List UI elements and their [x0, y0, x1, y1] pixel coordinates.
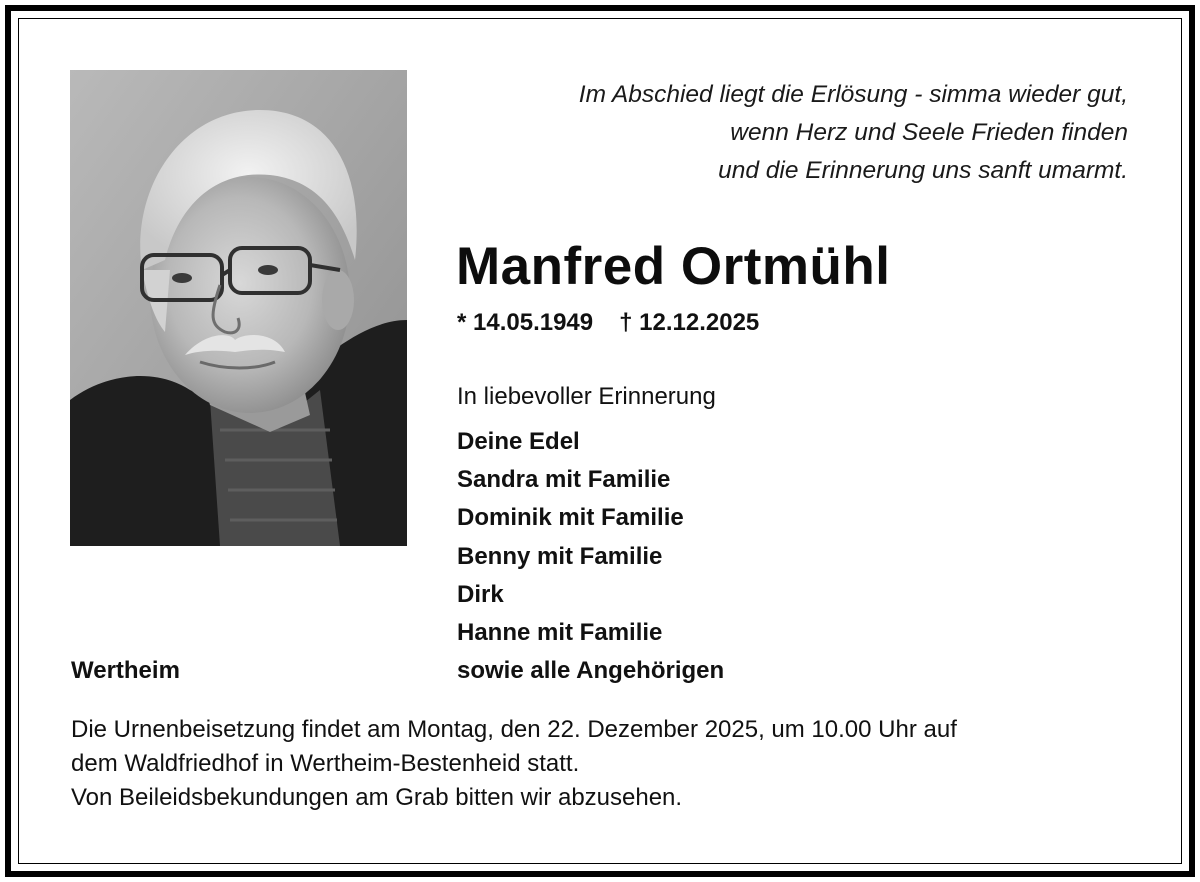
mourner: sowie alle Angehörigen — [457, 657, 725, 685]
birth-date: * 14.05.1949 — [457, 309, 594, 336]
mourner: Deine Edel — [457, 428, 580, 455]
verse-line: wenn Herz und Seele Frieden finden — [730, 119, 1128, 146]
place-name: Wertheim — [71, 657, 180, 684]
portrait-photo — [70, 70, 407, 546]
mourner: Sandra mit Familie — [457, 466, 671, 494]
mourner: Benny mit Familie — [457, 542, 663, 570]
deceased-name: Manfred Ortmühl — [456, 237, 891, 296]
death-date: † 12.12.2025 — [619, 309, 760, 336]
memory-line: In liebevoller Erinnerung — [457, 383, 716, 410]
notice-line: Von Beileidsbekundungen am Grab bitten wir abzusehen. — [71, 784, 683, 811]
mourners-list — [457, 423, 724, 690]
notice-line: dem Waldfriedhof in Wertheim-Bestenheid statt. — [71, 750, 580, 777]
life-dates — [457, 306, 759, 340]
mourner: Dirk — [457, 580, 504, 608]
notice-line: Die Urnenbeisetzung findet am Montag, den 22. Dezember 2025, um 10.00 Uhr auf — [71, 716, 957, 743]
mourner: Dominik mit Familie — [457, 504, 684, 532]
verse-line: Im Abschied liegt die Erlösung - simma wieder gut, — [578, 81, 1128, 108]
verse — [408, 76, 1128, 190]
mourner: Hanne mit Familie — [457, 619, 663, 647]
verse-line: und die Erinnerung uns sanft umarmt. — [718, 157, 1128, 184]
burial-notice — [71, 713, 957, 815]
